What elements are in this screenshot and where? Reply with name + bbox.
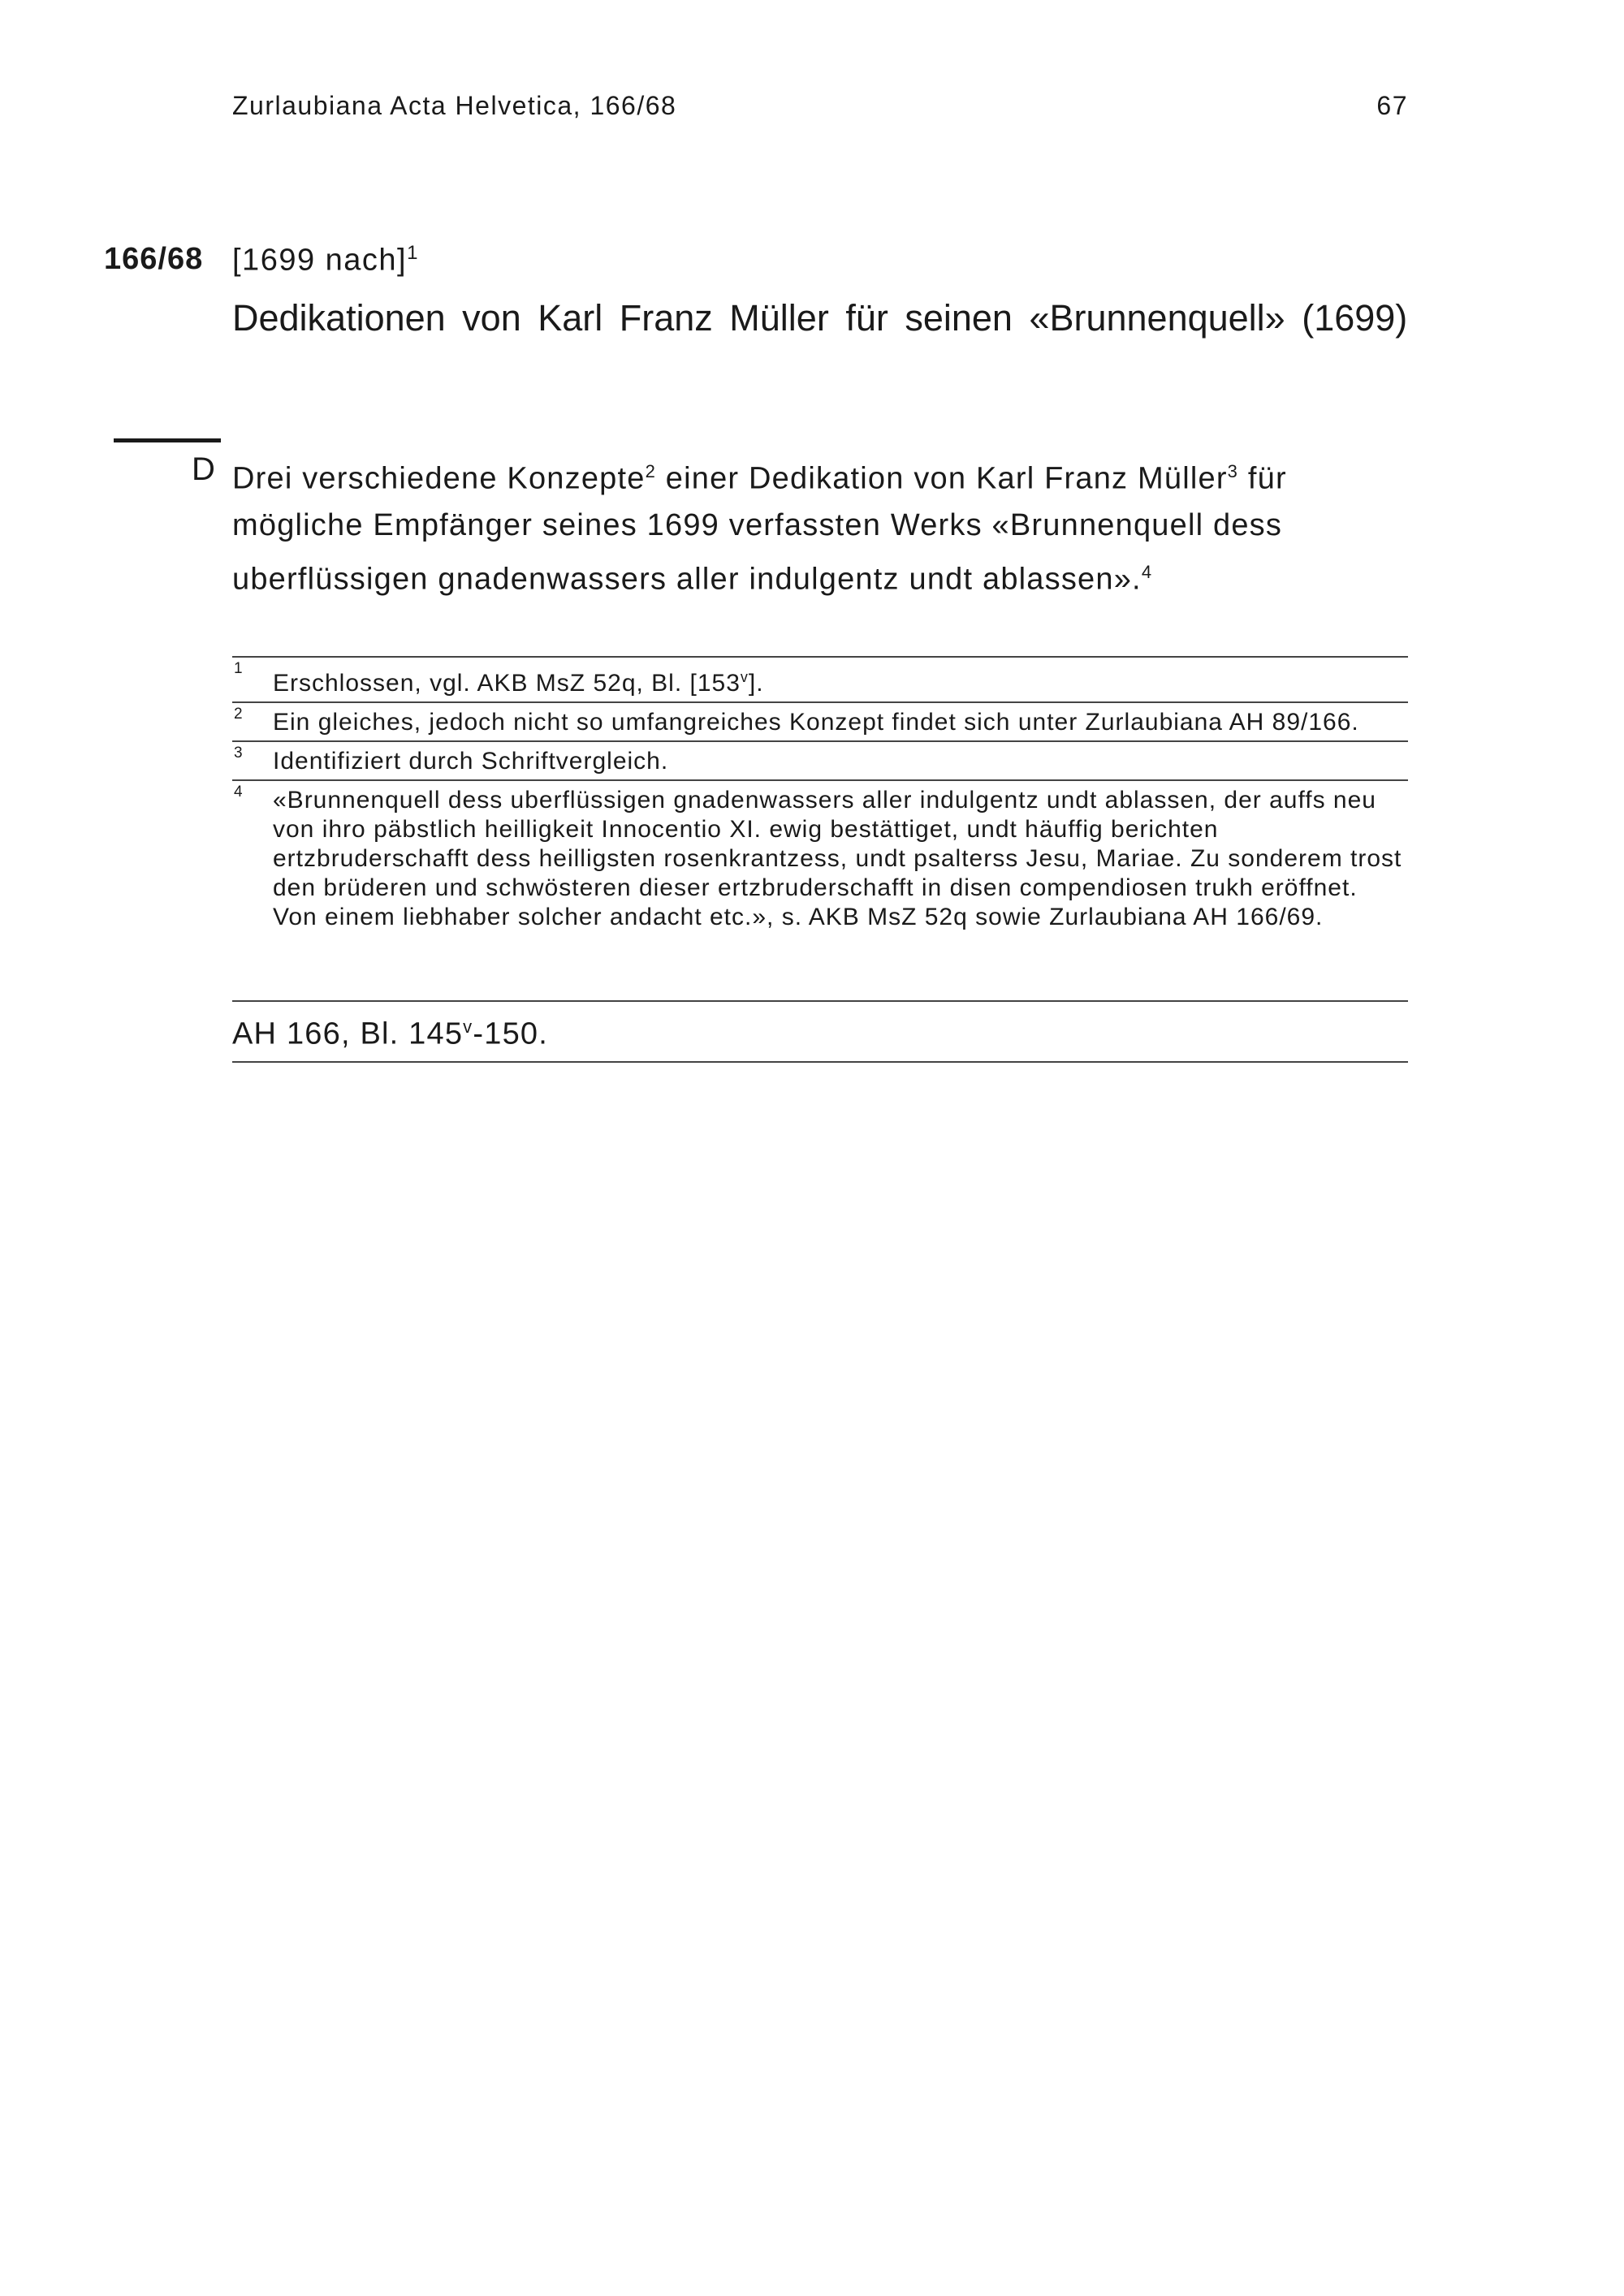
footnote-text-end: ].: [748, 670, 764, 697]
footnote-ref-2: 2: [645, 461, 657, 481]
footnote-number: 3: [234, 744, 244, 762]
footnote-number: 2: [234, 706, 244, 723]
footnote-text: Ein gleiches, jedoch nicht so umfangreiches Konzept findet sich unter Zurlaubiana AH 89/166.: [273, 709, 1359, 736]
footnotes: [232, 656, 1408, 942]
running-title: Zurlaubiana Acta Helvetica, 166/68: [232, 91, 677, 120]
document-description: [232, 448, 1408, 602]
footnote-text: Erschlossen, vgl. AKB MsZ 52q, Bl. [153: [273, 670, 741, 697]
document-title: Dedikationen von Karl Franz Müller für seinen «Brunnenquell» (1699): [232, 297, 1408, 339]
footnote-ref-1: 1: [407, 242, 419, 264]
footnote-ref-3: 3: [1227, 461, 1239, 481]
margin-divider: [114, 438, 221, 442]
document-number: 166/68: [104, 242, 204, 276]
description-part-1: Drei verschiedene Konzepte: [232, 461, 646, 496]
source-reference: [232, 1000, 1408, 1063]
document-date: [232, 242, 419, 278]
description-part-3: für mögliche Empfänger seines 1699 verfassten Werks «Brunnenquell dess uberflüssigen gnadenwassers aller indulgentz undt ablassen».: [232, 461, 1287, 597]
footnote-text: Identifiziert durch Schriftvergleich.: [273, 748, 669, 775]
footnote-3: [232, 740, 1408, 779]
description-part-2: einer Dedikation von Karl Franz Müller: [656, 461, 1228, 496]
footnote-1: [232, 656, 1408, 701]
source-text: AH 166, Bl. 145: [232, 1016, 464, 1051]
footnote-text: «Brunnenquell dess uberflüssigen gnadenwassers aller indulgentz undt ablassen, der auffs neu von ihro päbstlich heilligkeit Innocentio XI. ewig bestättiget, undt häuffig berichten ertzbruderschafft dess heilligsten rosenkrantzess, undt psalterss Jesu, Mariae. Zu sonderem trost den brüderen und schwösteren dieser ertzbruderschafft in disen compendiosen trukh eröffnet. Von einem liebhaber solcher andacht etc.», s. AKB MsZ 52q sowie Zurlaubiana AH 166/69.: [273, 787, 1402, 930]
footnote-2: [232, 701, 1408, 740]
source-text-end: -150.: [473, 1016, 548, 1051]
footnote-4: [232, 779, 1408, 942]
source-superscript: v: [463, 1016, 473, 1037]
document-date-text: [1699 nach]: [232, 243, 408, 278]
footnote-number: 1: [234, 660, 244, 677]
section-letter: D: [192, 451, 215, 487]
footnote-ref-4: 4: [1141, 561, 1153, 582]
footnote-superscript: v: [740, 669, 749, 685]
page-number: 67: [1376, 91, 1408, 120]
footnote-number: 4: [234, 783, 244, 801]
running-header: [232, 91, 1408, 132]
